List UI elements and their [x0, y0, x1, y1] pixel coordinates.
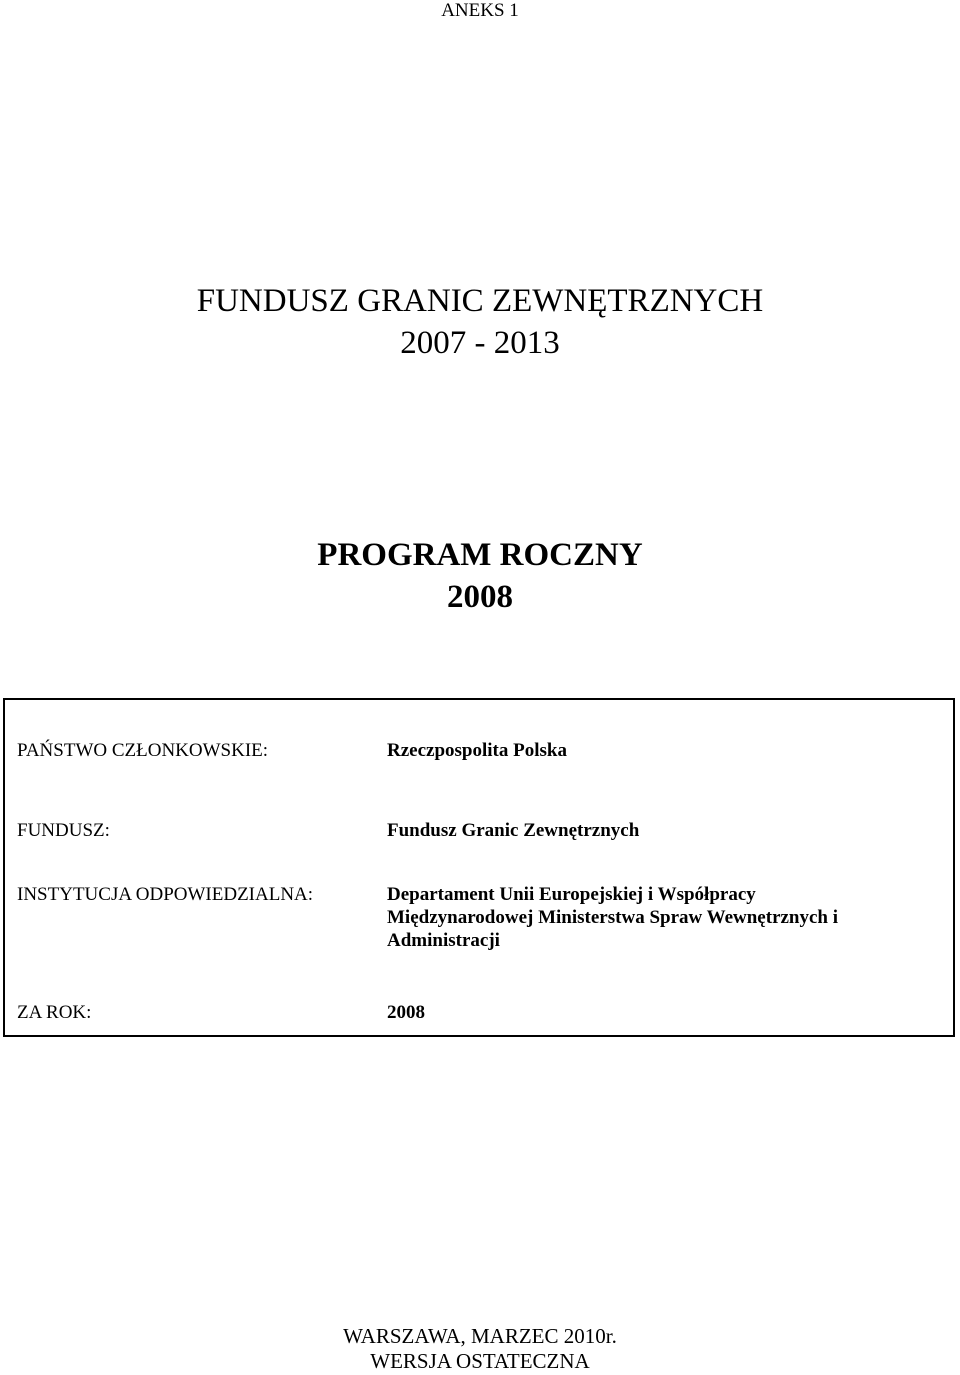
annex-label: ANEKS 1	[441, 0, 519, 21]
footer-version: WERSJA OSTATECZNA	[370, 1349, 590, 1373]
member-state-value: Rzeczpospolita Polska	[387, 740, 567, 761]
responsible-institution-value-line1: Departament Unii Europejskiej i Współpracy	[387, 884, 756, 905]
responsible-institution-value-line2: Międzynarodowej Ministerstwa Spraw Wewnętrznych i	[387, 907, 839, 928]
member-state-label: PAŃSTWO CZŁONKOWSKIE:	[17, 740, 269, 761]
fund-title	[0, 280, 960, 364]
program-title	[0, 534, 960, 618]
year-value: 2008	[387, 1002, 425, 1023]
responsible-institution-label: INSTYTUCJA ODPOWIEDZIALNA:	[17, 884, 314, 905]
fund-value: Fundusz Granic Zewnętrznych	[387, 820, 640, 841]
fund-title-period: 2007 - 2013	[400, 325, 560, 361]
responsible-institution-value	[387, 883, 947, 952]
year-label: ZA ROK:	[17, 1002, 92, 1023]
program-title-name: PROGRAM ROCZNY	[317, 537, 643, 573]
fund-label: FUNDUSZ:	[17, 820, 110, 841]
info-box	[3, 698, 955, 1037]
responsible-institution-value-line3: Administracji	[387, 930, 500, 951]
footer	[0, 1324, 960, 1374]
fund-title-name: FUNDUSZ GRANIC ZEWNĘTRZNYCH	[196, 283, 764, 319]
footer-place-date: WARSZAWA, MARZEC 2010r.	[343, 1324, 617, 1348]
program-title-year: 2008	[447, 579, 513, 615]
